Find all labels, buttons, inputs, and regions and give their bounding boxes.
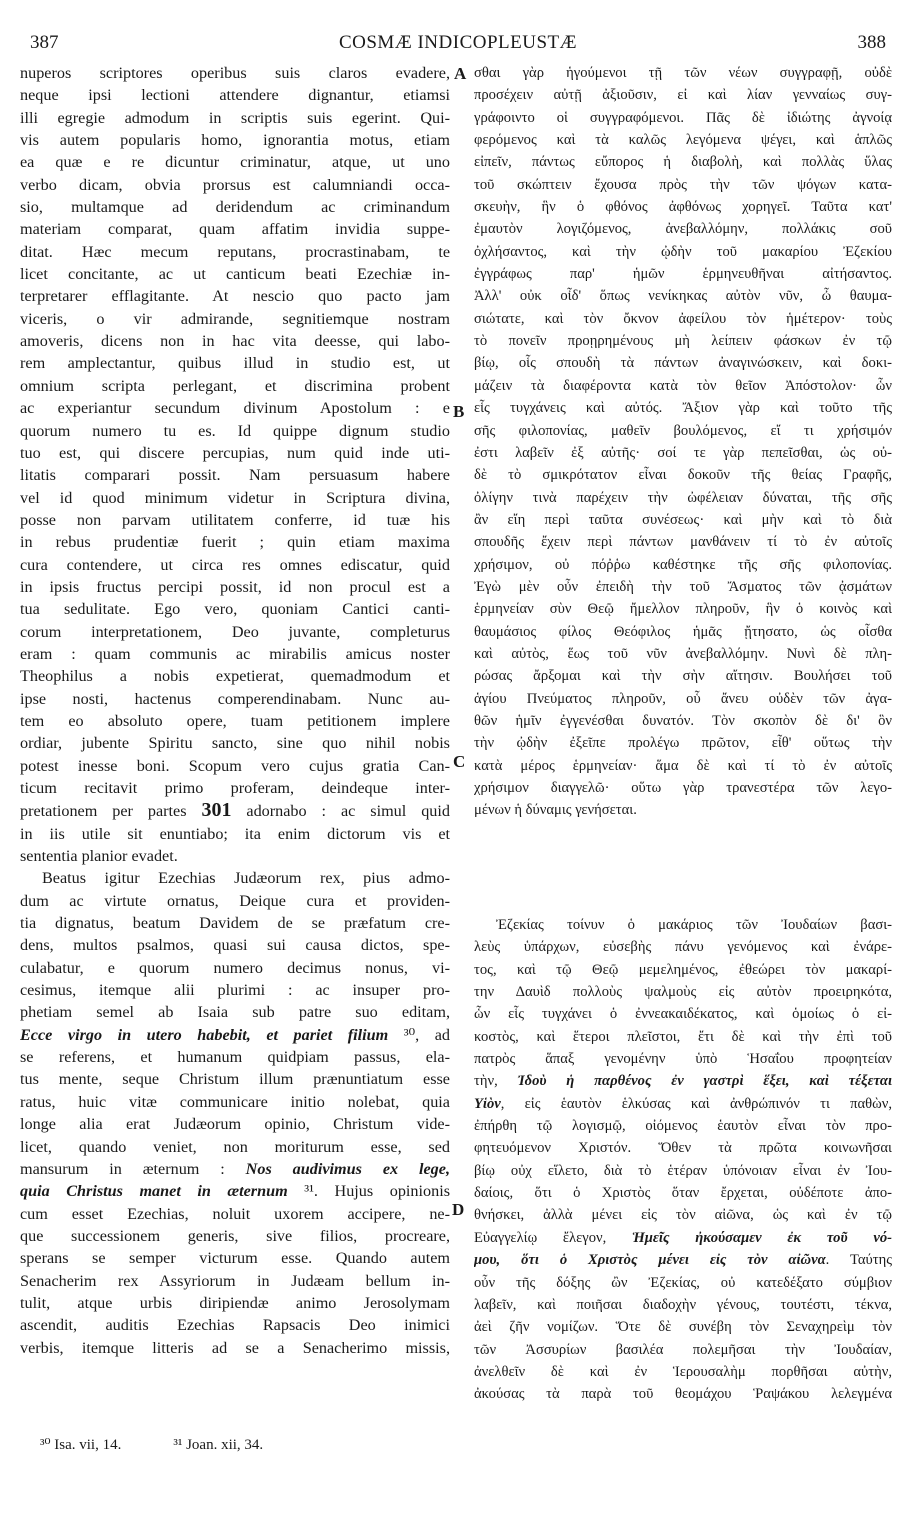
page-number-left: 387 xyxy=(30,32,59,53)
section-marker-c: C xyxy=(453,752,466,771)
text-line: pretationem per partes 301 adornabo : ac simul quid xyxy=(20,799,450,822)
text-line: τος, καὶ τῷ Θεῷ μεμελημένος, ἐθεώρει τὸν μακαρί- xyxy=(474,961,892,978)
footnotes xyxy=(40,1435,263,1454)
latin-paragraph-2 xyxy=(20,867,450,1359)
text-line: rem amplectantur, quibus illud in studio est, ut xyxy=(20,354,450,373)
text-line: πατρὸς ἅπαξ γενομένην ὑπὸ Ἡσαΐου προφητείαν xyxy=(474,1051,892,1068)
text-line: viceris, o vir admirande, segnitiemque nostram xyxy=(20,309,450,328)
text-line: τὴν, Ἰδοὺ ἡ παρθένος ἐν γαστρὶ ἕξει, καὶ τέξεται xyxy=(474,1073,892,1090)
page-number-right: 388 xyxy=(857,32,886,53)
text-line: ditat. Hæc mecum reputans, procrastinabam, te xyxy=(20,242,450,261)
text-line: κοστὸς, καὶ ἕτεροι πλεῖστοι, ἔτι δὲ καὶ τὴν ἐπὶ τοῦ xyxy=(474,1028,892,1045)
column-number: 301 xyxy=(201,799,232,822)
text-line: vis autem popularis homo, ignorantia motus, etiam xyxy=(20,131,450,150)
text-line: βίῳ οὐχ εἵλετο, διὰ τὸ ἑτέραν ὑπόνοιαν εἶναι ἐν Ἰου- xyxy=(474,1162,892,1179)
text-line: ὀχλήσαντος, καὶ τὴν ᾠδὴν τοῦ μακαρίου Ἐζεκίου xyxy=(474,243,892,260)
text-line: τῶν Ἀσσυρίων βασιλέα πολεμῆσαι τὴν Ἰουδαίαν, xyxy=(474,1341,892,1358)
text-line: licet concitante, ac ut canticum beati Ezechiæ in- xyxy=(20,265,450,284)
text-line: in iis utile sit enuntiabo; ita enim dictorum vis et xyxy=(20,824,450,843)
text-line: verbo dicam, obvia prorsus est calumniandi occa- xyxy=(20,175,450,194)
text-line: λεὺς ὑπάρχων, εὐσεβὴς πάνυ γενόμενος καὶ ἐνάρε- xyxy=(474,939,892,956)
text-line: φερόμενος καὶ τὰ καλῶς λεγόμενα ψέγει, καὶ ἁπλῶς xyxy=(474,132,892,149)
text-line: eram : quam communis ac mirabilis amicus noster xyxy=(20,644,450,663)
text-line: εἰπεῖν, πάντως εὔπορος ἡ διαβολὴ, καὶ πολλὰς ὕλας xyxy=(474,154,892,171)
text-line: Ἐζεκίας τοίνυν ὁ μακάριος τῶν Ἰουδαίων βασι- xyxy=(496,917,892,933)
text-line: ἂν εἴη περὶ ταῦτα συνέσεως· καὶ μὴν καὶ τὸ διὰ xyxy=(474,511,892,528)
scripture-quote: quia Christus manet in æternum xyxy=(20,1182,288,1201)
text-line: ὀλίγην τινὰ παρέχειν τὴν ὠφέλειαν δύναται, τῆς σῆς xyxy=(474,489,892,506)
text-line: σθαι γὰρ ἡγούμενοι τῇ τῶν νέων συγγραφῇ, οὐδὲ xyxy=(474,65,892,81)
text-line: μένων ἡ δύναμις γενήσεται. xyxy=(474,802,637,819)
text-line: Beatus igitur Ezechias Judæorum rex, pius admo- xyxy=(42,869,450,888)
text-line: ἐμαυτὸν λογιζόμενος, ἀνεβαλλόμην, πολλάκις σοῦ xyxy=(474,221,892,238)
text-line: corum interpretationem, Deo juvante, completurus xyxy=(20,622,450,641)
text-line: tem eo absoluto opere, tuam petitionem implere xyxy=(20,711,450,730)
scripture-quote: μου, ὅτι ὁ Χριστὸς μένει εἰς τὸν αἰῶνα xyxy=(474,1252,826,1269)
scripture-quote: Ἡμεῖς ἠκούσαμεν ἐκ τοῦ νό- xyxy=(632,1229,892,1246)
text-line: δαίοις, ὅτι ὁ Χριστὸς ὅταν ἔρχεται, οὐδέποτε ἀπο- xyxy=(474,1185,892,1202)
text-line: ρώσας ἄρξομαι καὶ τὴν σὴν αἴτησιν. Βουλήσει τοῦ xyxy=(474,668,892,685)
text-line: σῆς φιλοπονίας, μαθεῖν βουλόμενος, εἴ τι χρήσιμόν xyxy=(474,422,892,439)
text-line: dum ac virtute ornatus, Deique cura et providen- xyxy=(20,891,450,910)
text-line: Ecce virgo in utero habebit, et pariet filium ³⁰, ad xyxy=(20,1025,450,1044)
text-line: terpretarer efflagitante. At nescio quo pacto jam xyxy=(20,287,450,306)
running-title: COSMÆ INDICOPLEUSTÆ xyxy=(338,32,578,53)
text-line: Εὐαγγελίῳ ἔλεγον, Ἡμεῖς ἠκούσαμεν ἐκ τοῦ νό- xyxy=(474,1229,892,1246)
text-line: Theophilus a nobis expetierat, quemadmodum et xyxy=(20,667,450,686)
text-line: σπουδῆς ἔχειν περὶ πάντων μανθάνειν τί τὸ ἐν αὐτοῖς xyxy=(474,534,892,551)
footnote-30: ³⁰ Isa. vii, 14. xyxy=(40,1437,122,1453)
scripture-quote: Υἱὸν xyxy=(474,1095,501,1112)
greek-column-upper xyxy=(474,62,892,822)
text-line: φητευόμενον Χριστόν. Ὅθεν τὰ πρῶτα κοινωνῆσαι xyxy=(474,1140,892,1157)
text-line: amoveris, dicens non in hac vita deesse, qui labo- xyxy=(20,332,450,351)
text-line: cura contendere, ut circa res omnes ediscatur, quid xyxy=(20,555,450,574)
text-line: βίῳ, οἷς σπουδὴ τὰ πάντων ἀναγινώσκειν, καὶ δοκι- xyxy=(474,355,892,372)
text-line: sio, multamque ad deridendum ac criminandum xyxy=(20,198,450,217)
text-line: ascendit, auditis Ezechias Rapsacis Deo inimici xyxy=(20,1316,450,1335)
text-line: ἀνελθεῖν δὲ καὶ ἐν Ἱερουσαλὴμ πορθῆσαι αὐτὴν, xyxy=(474,1363,892,1380)
text-line: licet, quando veniet, non moriturum esse, sed xyxy=(20,1137,450,1156)
latin-paragraph-1 xyxy=(20,62,450,867)
text-line: cesimus, itemque alii plurimi : ac insuper pro- xyxy=(20,981,450,1000)
text-line: ἁγίου Πνεύματος πληροῦν, οὗ ἄνευ οὐδὲν τῶν ἀγα- xyxy=(474,690,892,707)
text-line: ipse nosti, hactenus comperendinabam. Nunc au- xyxy=(20,689,450,708)
text-line: ἀκούσας τὰ παρὰ τοῦ θεομάχου Ῥαψάκου λελεγμένα xyxy=(474,1386,892,1403)
text-line: οὖν τῆς δόξης ὢν Ἐζεκίας, οὐ κατεδέξατο σύμβιον xyxy=(474,1274,892,1291)
text-line: ἀεὶ ζῆν νομίζων. Ὅτε δὲ συνέβη τὸν Σεναχηρεὶμ τὸν xyxy=(474,1319,892,1336)
text-line: ticum recitavit primo proferam, deindeque inter- xyxy=(20,779,450,797)
text-line: que successionem generis, sive filios, procreare, xyxy=(20,1226,450,1245)
text-line: χρήσιμον, οὐ πόῤῥω καθέστηκε τῆς σῆς φιλοπονίας. xyxy=(474,556,892,573)
greek-column-lower xyxy=(474,914,892,1406)
text-line: Υἱὸν, εἰς ἑαυτὸν ἑλκύσας καὶ ἀνθρώπινόν τι παθὼν, xyxy=(474,1095,892,1112)
text-line: dens, multos psalmos, quasi sui causa dictos, spe- xyxy=(20,936,450,955)
running-header xyxy=(30,32,886,58)
text-line: quia Christus manet in æternum ³¹. Hujus opinionis xyxy=(20,1182,450,1201)
text-line: cum esset Ezechias, noluit uxorem accipere, ne- xyxy=(20,1204,450,1223)
text-line: τοῦ σκώπτειν ἔχουσα πρὸς τὴν τῶν ψόγων κατα- xyxy=(474,176,892,193)
text-line: την Δαυὶδ πολλοὺς ψαλμοὺς εἰς αὐτὸν προειρηκότα, xyxy=(474,984,892,1001)
text-line: γράφοιντο οἱ συγγραφόμενοι. Πᾶς δὲ ἰδιώτης ἀγνοίᾳ xyxy=(474,109,892,126)
text-line: nuperos scriptores operibus suis claros evadere, xyxy=(20,64,450,82)
text-line: illi egregie admodum in scriptis suis egerint. Qui- xyxy=(20,108,450,127)
text-line: ἑρμηνείαν σὺν Θεῷ ἤμελλον πληροῦν, ἣν ὁ κοινὸς καὶ xyxy=(474,601,892,618)
latin-column xyxy=(20,62,450,1359)
text-line: posse non parvam utilitatem conferre, id tuæ his xyxy=(20,510,450,529)
text-line: omnium scripta perlegant, et discrimina probent xyxy=(20,376,450,395)
text-line: tuo est, qui discere percupias, num quid inde uti- xyxy=(20,443,450,462)
text-line: θαυμάσιος φίλος Θεόφιλος ἡμᾶς ᾔτησατο, ὡς οἶσθα xyxy=(474,623,892,640)
text-line: quorum numero tu es. Id quippe dignum studio xyxy=(20,421,450,440)
scripture-quote: Ἰδοὺ ἡ παρθένος ἐν γαστρὶ ἕξει, καὶ τέξεται xyxy=(517,1073,892,1090)
text-line: tia dignatus, beatum Davidem de se præfatum cre- xyxy=(20,914,450,933)
text-line: in rebus prudentiæ fuerit ; quin etiam maxima xyxy=(20,533,450,552)
footnote-31: ³¹ Joan. xii, 34. xyxy=(173,1437,264,1453)
text-line: ea quæ e re dicuntur criminatur, atque, ut uno xyxy=(20,153,450,172)
text-line: litatis comparari possit. Nam persuasum habere xyxy=(20,466,450,485)
text-line: δὲ τὸ σμικρότατον εἶναι δοκοῦν τῆς θείας Γραφῆς, xyxy=(474,467,892,484)
text-line: κατὰ μέρος ἑρμηνείαν· ἅμα δὲ καὶ τί τὸ ἐν αὐτοῖς xyxy=(474,757,892,774)
text-line: sperans se semper victurum esse. Quando autem xyxy=(20,1249,450,1268)
text-line: tulit, atque urbis diripiendæ animo Jerosolymam xyxy=(20,1293,450,1312)
text-line: Ἀλλ' οὐκ οἶδ' ὅπως νενίκηκας αὐτὸν νῦν, ὦ θαυμα- xyxy=(474,288,892,305)
text-line: σιώτατε, καὶ τὸν ὄκνον ἀφείλου τὸν ἡμέτερον· τοὺς xyxy=(474,310,892,327)
section-marker-a: A xyxy=(454,64,467,83)
text-line: ac experiantur secundum divinum Apostolum : e xyxy=(20,399,450,418)
text-line: tus mente, seque Christum illum prænuntiatum esse xyxy=(20,1070,450,1089)
text-line: ratus, huic vitæ communicare initio nolebat, quia xyxy=(20,1092,450,1111)
text-line: materiam comparat, quam affatim invidia suppe- xyxy=(20,220,450,239)
text-line: σκευὴν, ἣν ὁ φθόνος ἀφθόνως χορηγεῖ. Ταῦτα κατ' xyxy=(474,199,892,216)
text-line: se referens, et humanum quidpiam passus, ela- xyxy=(20,1048,450,1067)
text-line: potest inesse boni. Scopum vero cujus gratia Can- xyxy=(20,756,450,775)
scripture-quote: Nos audivimus ex lege, xyxy=(245,1159,450,1178)
text-line: Ἐγὼ μὲν οὖν ἐπειδὴ τὴν τοῦ Ἄσματος τῶν ᾀσμάτων xyxy=(474,578,892,595)
text-line: neque ipsi lectioni attendere dignantur, etiamsi xyxy=(20,86,450,105)
text-line: εἷς τυγχάνεις καὶ αὐτός. Ἄξιον γὰρ καὶ τοῦτο τῆς xyxy=(474,400,892,417)
section-marker-b: B xyxy=(453,402,465,421)
text-line: mansurum in æternum : Nos audivimus ex lege, xyxy=(20,1159,450,1178)
text-line: vel id quod minimum videtur in Scriptura divina, xyxy=(20,488,450,507)
text-line: ὧν εἷς τυγχάνει ὁ ἐννεακαιδέκατος, καὶ ὁμοίως ὁ εἰ- xyxy=(474,1006,892,1023)
text-line: Senacherim rex Assyriorum in Judæam bellum in- xyxy=(20,1271,450,1290)
text-line: verbis, itemque litteris ad se a Senacherimo missis, xyxy=(20,1338,450,1357)
section-marker-d: D xyxy=(452,1200,465,1219)
text-line: in ipsis fructus percipi possit, id non procul est a xyxy=(20,577,450,596)
scripture-quote: Ecce virgo in utero habebit, et pariet filium xyxy=(20,1025,389,1044)
text-line: phetiam semel ab Isaia sub patre suo editam, xyxy=(20,1003,450,1022)
text-line: ἐπήρθη τῷ λογισμῷ, οἰόμενος ἑαυτὸν εἶναι τὸν προ- xyxy=(474,1118,892,1135)
text-line: θνήσκει, ἀλλὰ μένει εἰς τὸν αἰῶνα, ὡς καὶ ἐν τῷ xyxy=(474,1207,892,1224)
text-line: longe alia erat Judæorum opinio, Christum vide- xyxy=(20,1115,450,1134)
text-line: τὴν ᾠδὴν ἐξεῖπε προλέγω πρῶτον, εἶθ' οὕτως τὴν xyxy=(474,735,892,752)
text-line: ἐγγράφως παρ' ἡμῶν ἑρμηνευθῆναι αἰτήσαντος. xyxy=(474,266,892,283)
text-line: λαβεῖν, καὶ ποιῆσαι διαδοχὴν γένους, τουτέστι, τέκνα, xyxy=(474,1296,892,1313)
text-line: sententia planior evadet. xyxy=(20,847,178,866)
text-line: μάζειν τὰ διαφέροντα κατὰ τὸν θεῖον Ἀπόστολον· ὧν xyxy=(474,377,892,394)
text-line: tua sedulitate. Ego vero, quoniam Cantici canti- xyxy=(20,600,450,619)
text-line: προσέχειν αὐτῇ ἀξιοῦσιν, εἰ καὶ λίαν γενναίως συγ- xyxy=(474,87,892,104)
text-line: ἐστι λαβεῖν ἐξ αὐτῆς· σοί τε γὰρ πεπεῖσθαι, ὡς οὐ- xyxy=(474,444,892,461)
text-line: χρήσιμον διαγγελῶ· οὕτω γὰρ τρανεστέρα τῶν λεγο- xyxy=(474,780,892,796)
text-line: καὶ αὐτὸς, ἕως τοῦ νῦν ἀνεβαλλόμην. Νυνὶ δὲ πλη- xyxy=(474,645,892,662)
text-line: culabatur, e quorum numero decimus nonus, vi- xyxy=(20,958,450,977)
text-line: θῶν ἡμῖν ἐγγενέσθαι δυνατόν. Τὸν σκοπὸν δὲ δι' ὃν xyxy=(474,712,892,729)
text-line: ordiar, jubente Spiritu sancto, sine quo nihil nobis xyxy=(20,734,450,753)
text-line: μου, ὅτι ὁ Χριστὸς μένει εἰς τὸν αἰῶνα. Ταύτης xyxy=(474,1252,892,1269)
text-line: τὸ πονεῖν προῃρημένους μὴ λείπειν φάσκων ἐν τῷ xyxy=(474,333,892,350)
